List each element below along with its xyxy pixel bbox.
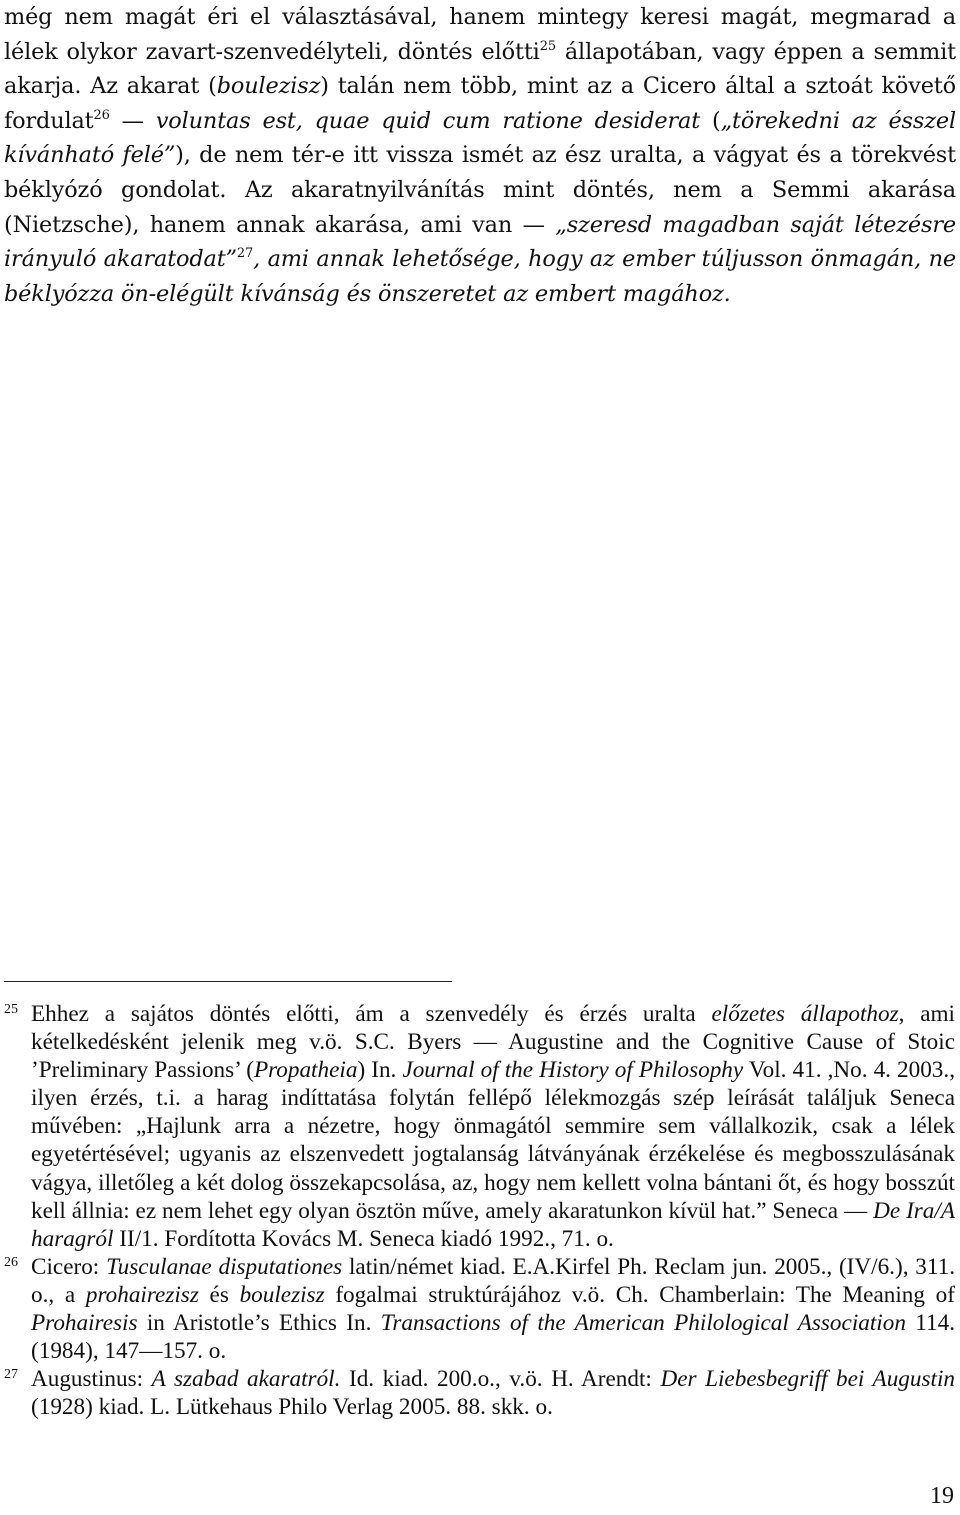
footnote-ref-25[interactable]: 25	[539, 38, 556, 54]
paragraph	[4, 0, 956, 311]
text-run: —	[109, 107, 156, 134]
text-run: 114. (1984), 147—157. o.	[31, 1310, 956, 1365]
text-run: (	[700, 107, 721, 134]
italic-term: prohairezisz	[85, 1281, 199, 1308]
augustine-quote: „szeresd magadban saját létezésre irányuló akaratodat”	[4, 211, 956, 273]
text-run: , ami kételkedésként jelenik meg v.ö. S.C. Byers — Augustine and the Cognitive Cause of Stoic ’Preliminary Passions’ (	[31, 1001, 955, 1084]
italic-term: boulezisz	[216, 73, 321, 100]
text-run: állapotában, vagy éppen a semmit akarja. Az akarat (	[4, 38, 956, 100]
text-run: II/1. Fordította Kovács M. Seneca kiadó 1992., 71. o.	[113, 1225, 614, 1252]
footnote-number: 26	[4, 1254, 18, 1270]
hungarian-translation: „törekedni az ésszel kívánható felé”	[4, 107, 956, 169]
italic-text: előzetes állapothoz	[711, 1001, 899, 1027]
italic-term: boulezisz	[239, 1281, 325, 1308]
footnote-separator	[4, 981, 452, 982]
text-run: ), de nem tér-e itt vissza ismét az ész uralta, a vágyat és a törekvést béklyózó gondolat. Az akaratnyilvánítás mint döntés, nem a Semmi akarása (Nietzsche), hanem annak akarása, ami van —	[4, 142, 956, 238]
footnotes	[4, 1000, 955, 1421]
footnote-25	[4, 1000, 955, 1253]
book-title: A szabad akaratról.	[151, 1366, 341, 1393]
page-number: 19	[930, 1483, 954, 1509]
text-run: in Aristotle’s Ethics In.	[137, 1310, 381, 1337]
text-run: ) In.	[357, 1057, 403, 1084]
latin-quote: voluntas est, quae quid cum ratione desiderat	[155, 107, 701, 134]
footnote-ref-27[interactable]: 27	[236, 246, 254, 262]
text-run: Augustinus:	[31, 1366, 152, 1393]
text-run: Ehhez a sajátos döntés előtti, ám a szenvedély és érzés uralta	[31, 1001, 712, 1027]
book-title: Der Liebesbegriff bei Augustin	[660, 1366, 955, 1393]
text-run: Vol. 41. ,No. 4. 2003., ilyen érzés, t.i. a harag indíttatása folytán fellépő lélekmozgás szép leírását találjuk Seneca művében: „Hajlunk arra a nézetre, hogy önmagától semmire sem vállalkozik, csak a lélek egyetértésével; ugyanis az elszenvedett jogtalanság látványának érzékelése és megbosszulásának vágya, illetőleg a két dolog összekapcsolása, az, hogy nem kellett volna bántani őt, és hogy bosszút kell állnia: ez nem lehet egy olyan ösztön műve, amely akaratunkon kívül hat.” Seneca —	[31, 1057, 955, 1224]
text-run: még nem magát éri el választásával, hanem mintegy keresi magát, megmarad a lélek olykor zavart-szenvedélyteli, döntés előtti	[4, 4, 956, 65]
text-run: ) talán nem több, mint az a Cicero által a sztoát követő fordulat	[4, 73, 956, 134]
book-title: Tusculanae disputationes	[106, 1253, 343, 1280]
italic-term: Prohairesis	[31, 1310, 138, 1337]
footnote-ref-26[interactable]: 26	[93, 107, 110, 123]
main-paragraph	[4, 0, 956, 311]
journal-title: Journal of the History of Philosophy	[402, 1057, 744, 1084]
italic-text: Propatheia	[253, 1057, 358, 1084]
book-title: De Ira/A haragról	[31, 1197, 956, 1252]
text-run: fogalmai struktúrájához v.ö. Ch. Chamberlain: The Meaning of	[324, 1281, 955, 1308]
closing-italic-text: , ami annak lehetősége, hogy az ember túljusson önmagán, ne béklyózza ön-elégült kívánság és önszeretet az embert magához.	[4, 246, 956, 307]
text-run: Cicero:	[31, 1253, 107, 1280]
journal-title: Transactions of the American Philological Association	[380, 1310, 906, 1337]
footnote-26	[4, 1253, 955, 1365]
text-run: (1928) kiad. L. Lütkehaus Philo Verlag 2005. 88. skk. o.	[31, 1394, 553, 1421]
footnote-number: 27	[4, 1367, 18, 1383]
text-run: latin/német kiad. E.A.Kirfel Ph. Reclam jun. 2005., (IV/6.), 311. o., a	[31, 1253, 956, 1308]
footnote-27	[4, 1365, 955, 1421]
footnote-number: 25	[4, 1002, 18, 1017]
text-run: és	[198, 1281, 240, 1308]
text-run: Id. kiad. 200.o., v.ö. H. Arendt:	[340, 1366, 661, 1393]
